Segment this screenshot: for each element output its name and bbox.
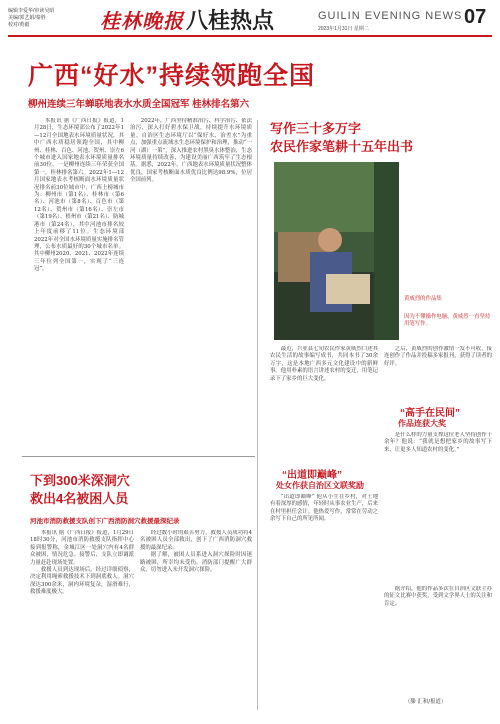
rescue-headline-line-2: 救出4名被困人员 bbox=[30, 491, 129, 506]
article-title-line-1: 写作三十多万字 bbox=[270, 121, 362, 136]
main-article-text: 本报讯 据《广西日报》报道，1月28日，生态环境部公布了2022年1—12月全国地表水环境质量状况，其中广西水质稳居领跑全国，其中柳州、桂林、百色、河池、贺州、崇左6个城市进入国家地表水环境质量排名前30位。一是柳州连续三年荣获全国第一，桂林排名第六。2022年1—12月国家地表水考核断面水环境质量状况排名前30位城市中，广西上榜城市为：柳州市（第1名）、桂林市（第6名）、河池市（第8名）、百色市（第12名）、贺州市（第16名）、崇左市（第19名）、梧州市（第21名）、防城港市（第24名），其中河池市排名较上年度前移了11位。生态环境部2022年对全国水环境质量实施排名管理，公布水质最好的30个城市名单。其中柳州2020、2021、2022年连续三年位列全国第一，实现了“三连冠”。 bbox=[34, 118, 124, 273]
column-divider bbox=[257, 120, 258, 710]
article-title-line-2: 农民作家笔耕十五年出书 bbox=[270, 139, 414, 154]
section-divider bbox=[22, 456, 255, 457]
rescue-headline bbox=[30, 472, 250, 508]
article-col-4 bbox=[384, 432, 492, 582]
editor-line-2: 美编/郭艺娟/秦胜 bbox=[8, 15, 46, 21]
article-col-2 bbox=[270, 494, 378, 704]
rescue-headline-line-1: 下到300米深洞穴 bbox=[30, 473, 130, 488]
issue-date: 2023年1月31日 星期二 bbox=[318, 26, 369, 32]
subsection-subtitle: 处女作获自治区文联奖励 bbox=[276, 481, 364, 490]
rescue-text: 救援人员到达现场后，经过详细侦察，决定利用绳索救援技术下到洞底救人。洞穴深达300余米，洞内环境复杂，湿滑难行，救援难度极大。 bbox=[30, 567, 134, 596]
article-signoff: （滕 汇和/报道） bbox=[405, 699, 447, 705]
article-col-5 bbox=[384, 586, 492, 694]
article-col-3 bbox=[384, 346, 492, 402]
paper-english-name: GUILIN EVENING NEWS bbox=[318, 10, 463, 22]
book-photo bbox=[274, 162, 399, 340]
rescue-subheadline: 河池市消防救援支队创下广西消防洞穴救援最深纪录 bbox=[30, 518, 180, 525]
subsection-title: “出道即巅峰” bbox=[282, 470, 342, 481]
article-text: “出道即巅峰” 他从小生在乡村，对土地有着深厚的感情，年轻时从事农业生产，后来在村里担任会计。他热爱写作，常常在劳动之余写下自己的所见所闻。 bbox=[270, 494, 378, 523]
article-col-1 bbox=[270, 346, 378, 458]
page-number: 07 bbox=[464, 6, 487, 28]
rescue-col-2 bbox=[140, 530, 252, 710]
article-text: 是什么样的力量支撑这位老人坚持创作十余年？他说：“我就是想把家乡的故事写下来，让更多人知道农村的变化。” bbox=[384, 432, 492, 453]
header-rule bbox=[8, 35, 492, 37]
rescue-col-1 bbox=[30, 530, 134, 710]
editor-line-3: 校对/黄毅 bbox=[8, 22, 30, 28]
photo-caption-2: 因为不懂操作电脑，黄威烈一直坚持用笔写作。 bbox=[404, 314, 491, 328]
newspaper-logo: 桂林晚报 bbox=[100, 11, 184, 33]
masthead bbox=[0, 0, 500, 34]
rescue-text: 经过数小时的艰苦努力，救援人员成功将4名被困人员全部救出，创下了广西消防洞穴救援的最深纪录。 bbox=[140, 530, 252, 551]
editor-line-1: 编辑李爱华/审读吴昭 bbox=[8, 8, 55, 14]
main-headline: 广西“好水”持续领跑全国 bbox=[28, 62, 316, 90]
editor-credits bbox=[8, 8, 54, 29]
main-article-col-2 bbox=[130, 118, 252, 463]
subsection-title: “高手在民间” bbox=[400, 408, 460, 419]
main-article-text: 2022年，广西坚持精准治污、科学治污、依法治污，深入打好碧水保卫战，持续提升水环境质量。自治区生态环境厅以“保好水、治差水”为重点，加强重点流域水生态环境保护和治理，推动“一河（湖）一策”，深入推进农村黑臭水体整治，生态环境质量持续改善，为建设美丽广西筑牢了生态根基。据悉，2022年，广西地表水环境质量状况整体优良，国家考核断面水质优良比例达98.9%，位居全国前列。 bbox=[130, 118, 252, 184]
rescue-text: 据了解，被困人员系进入洞穴探险时因迷路被困，所幸均未受伤。消防部门提醒广大群众，切勿进入未开发洞穴探险。 bbox=[140, 552, 252, 574]
section-title: 八桂热点 bbox=[186, 8, 275, 33]
photo-caption: 黄威烈的作品集 bbox=[404, 296, 442, 302]
article-text: 之后，黄威烈的创作激情一发不可收，接连创作了作品并投稿多家报刊，获得了读者的好评。 bbox=[384, 346, 492, 367]
main-subheadline: 柳州连续三年蝉联地表水水质全国冠军 桂林排名第六 bbox=[28, 99, 250, 110]
article-title bbox=[270, 120, 500, 156]
rescue-text: 本报讯 据《广西日报》报道，1月29日18时30分，河池市消防救援支队指挥中心接到报警称，金城江区一处洞穴内有4名群众被困，情况危急。接警后，支队立即调派力量赶赴现场处置。 bbox=[30, 530, 134, 566]
article-text: 据介绍，他的作品多次在自治区文联主办的征文比赛中获奖，受到文学界人士的关注和肯定。 bbox=[384, 586, 492, 607]
article-text: 最近，兴业县七旬农民作家黄威烈口述其农民生活的故事编写成书，共同本书了30余万字，这是本地广西多元文化建设中的新鲜事。他用朴素的语言讲述农村的变迁，用笔记录下了家乡的巨大变化。 bbox=[270, 346, 378, 382]
main-article-col-1 bbox=[34, 118, 124, 463]
subsection-subtitle: 作品连获大奖 bbox=[398, 419, 446, 428]
